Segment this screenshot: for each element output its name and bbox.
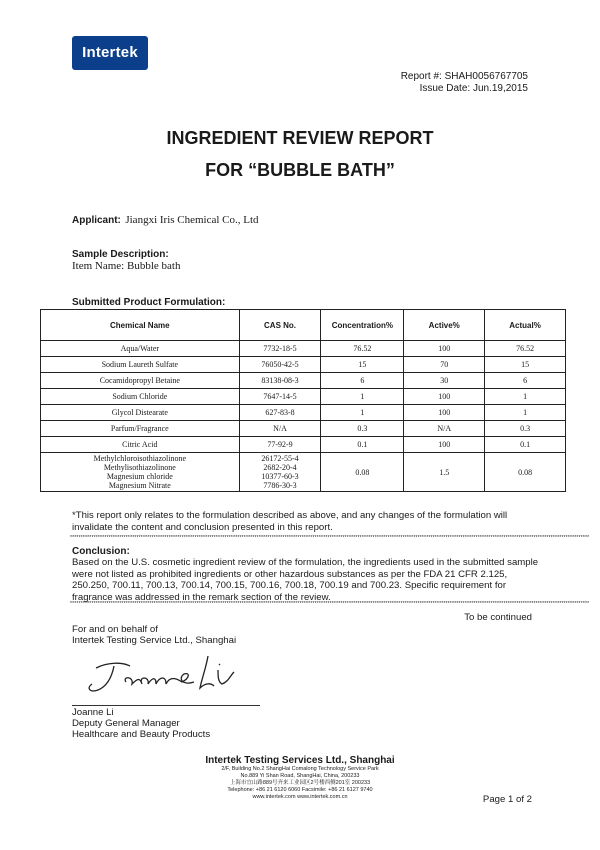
chemical-name: Aqua/Water [41,341,240,357]
actual: 1 [485,389,566,405]
signoff-line2: Intertek Testing Service Ltd., Shanghai [72,635,237,646]
table-row-preservatives [41,453,566,492]
table-row [41,373,566,389]
to-be-continued: To be continued [464,612,532,623]
actual: 76.52 [485,341,566,357]
chemical-name: Methylisothiazolinone [103,463,176,472]
chemical-name: Glycol Distearate [41,405,240,421]
signoff-line1: For and on behalf of [72,624,158,635]
table-row [41,437,566,453]
header-active: Active% [404,310,485,341]
formulation-label: Submitted Product Formulation: [72,297,226,308]
concentration: 0.1 [321,437,404,453]
active: 100 [404,389,485,405]
concentration: 1 [321,389,404,405]
chemical-name: Sodium Laureth Sulfate [41,357,240,373]
sample-description-label: Sample Description: [72,249,169,260]
footer-web: www.intertek.com www.intertek.com.cn [252,794,348,800]
active: 100 [404,437,485,453]
cas-number: 10377-60-3 [261,472,299,481]
chemical-name: Magnesium Nitrate [108,481,171,490]
chemical-name-group [41,453,240,492]
footer-address2: No.889 Yi Shan Road, ShangHai, China, 200233 [240,773,360,779]
active: N/A [404,421,485,437]
concentration: 1 [321,405,404,421]
chemical-name: Magnesium chloride [106,472,173,481]
chemical-name: Methylchloroisothiazolinone [93,454,187,463]
active: 100 [404,341,485,357]
divider-stars: ************************************************************************************************************************************************************************************************************************************************** [70,535,590,541]
concentration: 76.52 [321,341,404,357]
applicant-label: Applicant: [72,215,121,226]
page-number: Page 1 of 2 [482,794,532,805]
cas-number: 26172-55-4 [261,454,299,463]
table-row [41,357,566,373]
concentration: 15 [321,357,404,373]
table-row [41,341,566,357]
chemical-name: Cocamidopropyl Betaine [41,373,240,389]
actual: 6 [485,373,566,389]
header-actual: Actual% [485,310,566,341]
sample-item-name: Item Name: Bubble bath [72,260,181,272]
concentration: 0.08 [321,453,404,492]
cas-number: 83138-08-3 [239,373,321,389]
cas-number: 7786-30-3 [263,481,297,490]
applicant-value: Jiangxi Iris Chemical Co., Ltd [125,214,259,226]
handwritten-signature [78,648,248,700]
signature-line [72,705,260,706]
formulation-disclaimer: *This report only relates to the formulation described as above, and any changes of the formulation will invalidate the content and conclusion presented in this report. [72,510,508,533]
footer-company: Intertek Testing Services Ltd., Shanghai [205,755,395,766]
footer-address1: 2/F, Building No.2 ShangHai Comalong Technology Service Park [221,766,379,772]
cas-number: N/A [239,421,321,437]
active: 70 [404,357,485,373]
report-meta [401,71,528,95]
footer-phone: Telephone: +86 21 6120 6060 Facsimile: +86 21 6127 9740 [227,787,373,793]
cas-number: 77-92-9 [239,437,321,453]
cas-number: 7647-14-5 [239,389,321,405]
header-chemical-name: Chemical Name [41,310,240,341]
table-row [41,421,566,437]
cas-number: 2682-20-4 [263,463,297,472]
applicant [72,210,259,228]
cas-number: 7732-18-5 [239,341,321,357]
actual: 0.08 [485,453,566,492]
conclusion-label: Conclusion: [72,546,130,557]
concentration: 0.3 [321,421,404,437]
table-row [41,389,566,405]
chemical-name: Sodium Chloride [41,389,240,405]
active: 1.5 [404,453,485,492]
header-concentration: Concentration% [321,310,404,341]
concentration: 6 [321,373,404,389]
active: 100 [404,405,485,421]
intertek-logo: Intertek [72,36,148,70]
signatory-department: Healthcare and Beauty Products [72,729,211,740]
cas-number-group [239,453,321,492]
formulation-table [40,309,566,492]
footer-address-cn: 上海市宜山路889号齐来工业园区2号楼西侧201室 200233 [229,780,371,786]
actual: 15 [485,357,566,373]
issue-date: Issue Date: Jun.19,2015 [419,83,528,94]
report-number: Report #: SHAH0056767705 [400,71,528,82]
signatory-name: Joanne Li [72,707,114,718]
signatory-position: Deputy General Manager [72,718,180,729]
actual: 0.3 [485,421,566,437]
table-header-row [41,310,566,341]
active: 30 [404,373,485,389]
table-row [41,405,566,421]
chemical-name: Citric Acid [41,437,240,453]
header-cas-no: CAS No. [239,310,321,341]
cas-number: 627-83-8 [239,405,321,421]
conclusion-text: Based on the U.S. cosmetic ingredient review of the formulation, the ingredients used in the submitted sample were not listed as prohibited ingredients or other hazardous substances as per the FDA 21 CFR 2.125, 250.250, 700.11, 700.13, 700.14, 700.15, 700.16, 700.18, 700.19 and 700.23. Specific requirement for fragrance was addressed in the remark section of the review. [72,557,539,603]
cas-number: 76050-42-5 [239,357,321,373]
divider-stars: ************************************************************************************************************************************************************************************************************************************************** [70,601,590,607]
report-title: INGREDIENT REVIEW REPORT [166,128,434,148]
chemical-name: Parfum/Fragrance [41,421,240,437]
report-subtitle: FOR “BUBBLE BATH” [205,160,395,180]
actual: 1 [485,405,566,421]
actual: 0.1 [485,437,566,453]
